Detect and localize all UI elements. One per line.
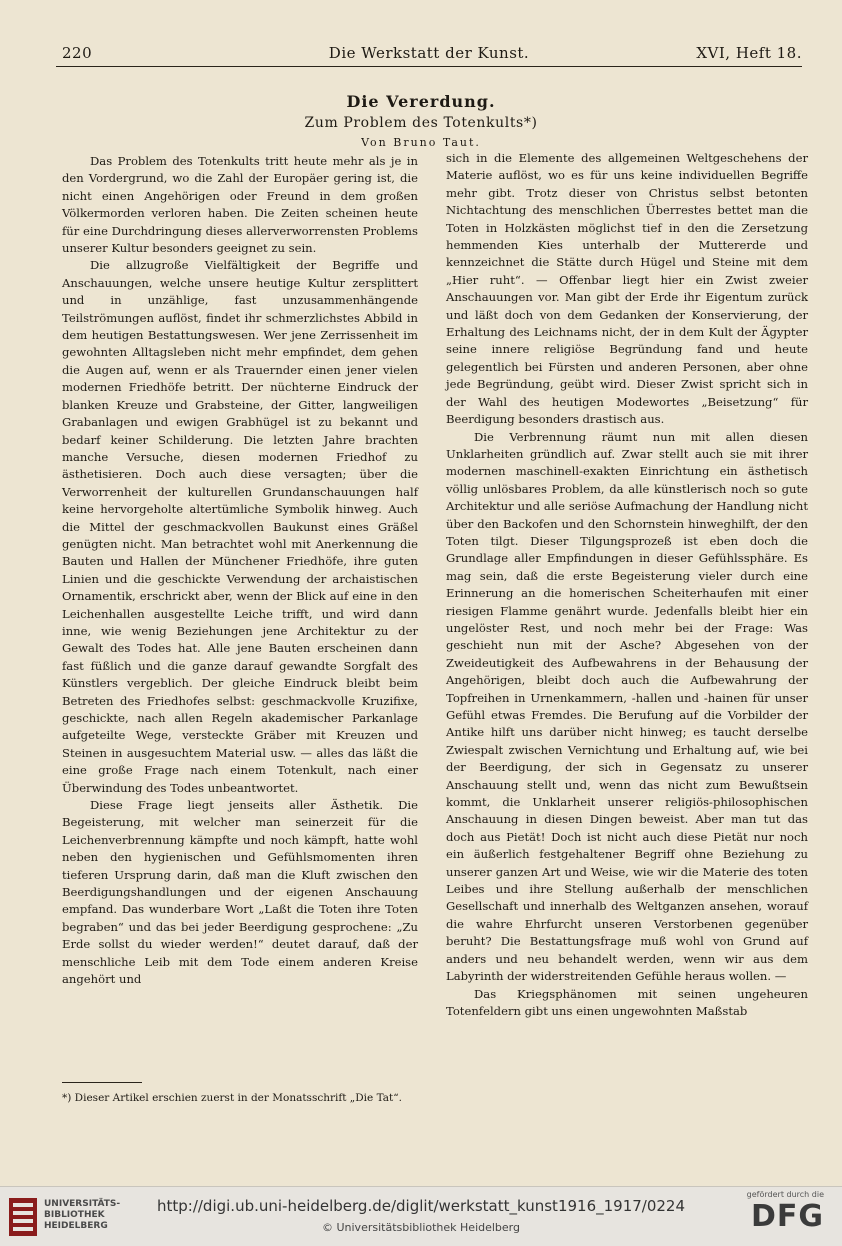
article-title: Die Vererdung. bbox=[346, 92, 496, 111]
paragraph: Das Problem des Totenkults tritt heute mehr als je in den Vordergrund, wo die Zahl der Europäer gering ist, die nicht einen Angehörigen oder Freund in dem großen Völkermorden verloren haben. Die Zeiten scheinen heute für eine Durchdringung dieses allerverworrensten Problems unserer Kultur besonders geeignet zu sein. bbox=[62, 154, 418, 256]
paragraph: sich in die Elemente des allgemeinen Weltgeschehens der Materie auflöst, wo es für uns keine individuellen Begriffe mehr gibt. Trotz dieser von Christus selbst betonten Nichtachtung des menschlichen Überrestes bettet man die Toten in Holzkästen möglichst tief in den die Zersetzung hemmenden Kies unterhalb der Muttererde und kennzeichnet die Stätte durch Hügel und Steine mit dem „Hier ruht“. — Offenbar liegt hier ein Zwist zweier Anschauungen vor. Man gibt der Erde ihr Eigentum zurück und läßt doch von dem Gedanken der Konservierung, der Erhaltung des Leichnams nicht, der in dem Kult der Ägypter seine innere religiöse Begründung fand und heute gelegentlich bei Fürsten und anderen Personen, aber ohne jede Begründung, geübt wird. Dieser Zwist spricht sich in der Wahl des heutigen Modewortes „Beisetzung“ für Beerdigung besonders drastisch aus. bbox=[446, 151, 808, 427]
paragraph: Das Kriegsphänomen mit seinen ungeheuren Totenfeldern gibt uns einen ungewohnten Maßstab bbox=[446, 986, 808, 1018]
permalink[interactable]: http://digi.ub.uni-heidelberg.de/diglit/werkstatt_kunst1916_1917/0224 bbox=[156, 1197, 686, 1215]
issue-number: XVI, Heft 18. bbox=[696, 44, 802, 62]
paragraph: Diese Frage liegt jenseits aller Ästhetik. Die Begeisterung, mit welcher man seinerzeit für die Leichenverbrennung kämpfte und noch kämpft, hatte wohl neben den hygienischen und Gefühlsmomenten ihren tieferen Ursprung darin, daß man die Kluft zwischen den Beerdigungshandlungen und der eigenen Anschauung empfand. Das wunderbare Wort „Laßt die Toten ihre Toten begraben“ und das bei jeder Beerdigung gesprochene: „Zu Erde sollst du wieder werden!“ deutet darauf, daß der menschliche Leib mit dem Tode einem anderen Kreise angehört und bbox=[62, 798, 418, 987]
viewer-footer bbox=[0, 1186, 842, 1246]
funding-label: gefördert durch die bbox=[746, 1190, 824, 1199]
left-column bbox=[62, 153, 418, 989]
footnote: *) Dieser Artikel erschien zuerst in der Monatsschrift „Die Tat“. bbox=[62, 1092, 402, 1104]
article-subtitle: Zum Problem des Totenkults*) bbox=[304, 115, 538, 131]
page-number: 220 bbox=[62, 44, 93, 62]
journal-title: Die Werkstatt der Kunst. bbox=[328, 44, 530, 62]
right-column bbox=[446, 150, 808, 1020]
article-author: Von Bruno Taut. bbox=[361, 136, 481, 149]
dfg-logo[interactable]: DFG bbox=[750, 1199, 824, 1234]
library-name: UNIVERSITÄTS-BIBLIOTHEK HEIDELBERG bbox=[44, 1199, 121, 1231]
paragraph: Die Verbrennung räumt nun mit allen diesen Unklarheiten gründlich auf. Zwar stellt auch sie mit ihrer modernen maschinell-exakten Einrichtung ein ästhetisch völlig unlösbares Problem, da alle künstlerisch noch so gute Architektur und alle seriöse Aufmachung der Handlung nicht über den Backofen und den Schornstein hinweghilft, der den Toten tilgt. Dieser Tilgungsprozeß ist eben doch die Grundlage aller Empfindungen in dieser Gefühlssphäre. Es mag sein, daß die erste Begeisterung vieler durch eine Erinnerung an die homerischen Scheiterhaufen mit einer riesigen Flamme genährt wurde. Jedenfalls bleibt hier ein ungelöster Rest, und noch mehr bei der Frage: Was geschieht nun mit der Asche? Abgesehen von der Zweideutigkeit des Aufbewahrens in der Behausung der Angehörigen, bleibt doch auch die Aufbewahrung der Topfreihen in Urnenkammern, -hallen und -hainen für unser Gefühl etwas Fremdes. Die Berufung auf die Vorbilder der Antike hilft uns darüber nicht hinweg; es taucht derselbe Zwiespalt zwischen Vernichtung und Erhaltung auf, wie bei der Beerdigung, der sich in Gegensatz zu unserer Anschauung stellt und, wenn das nicht zum Bewußtsein kommt, die Unklarheit unserer religiös-philosophischen Anschauung in diesen Dingen beweist. Aber man tut das doch aus Pietät! Doch ist nicht auch diese Pietät nur noch ein äußerlich festgehaltener Begriff ohne Beziehung zu unserer ganzen Art und Weise, wie wir die Materie des toten Leibes und ihre Stellung außerhalb der menschlichen Gesellschaft und innerhalb des Weltganzen ansehen, worauf die wahre Ehrfurcht unseren Verstorbenen gegenüber beruht? Die Bestattungsfrage muß wohl von Grund auf anders und neu behandelt werden, wenn wir aus dem Labyrinth der widerstreitenden Gefühle heraus wollen. — bbox=[446, 429, 808, 984]
footnote-rule bbox=[62, 1082, 142, 1083]
running-head bbox=[56, 44, 802, 66]
header-rule bbox=[56, 66, 802, 67]
copyright-notice: © Universitätsbibliothek Heidelberg bbox=[321, 1221, 520, 1234]
paragraph: Die allzugroße Vielfältigkeit der Begriffe und Anschauungen, welche unsere heutige Kultur zersplittert und in unzählige, fast unzusammenhängende Teilströmungen auflöst, findet ihr schmerzlichstes Abbild in dem heutigen Bestattungswesen. Wer jene Zerrissenheit im gewohnten Alltagsleben nicht mehr empfindet, dem gehen die Augen auf, wenn er als Trauernder einen jener vielen modernen Friedhöfe betritt. Der nüchterne Eindruck der blanken Kreuze und Grabsteine, der Gitter, langweiligen Grabanlagen und ewigen Grabhügel ist zu bekannt und bedarf keiner Schilderung. Die letzten Jahre brachten manche Versuche, diesen modernen Friedhof zu ästhetisieren. Doch auch diese versagten; über die Verworrenheit der kulturellen Grundanschauungen half keine hervorgeholte altertümliche Symbolik hinweg. Auch die Mittel der geschmackvollen Baukunst eines Gräßel genügten nicht. Man betrachtet wohl mit Anerkennung die Bauten und Hallen der Münchener Friedhöfe, ihre guten Linien und die geschickte Verwendung der archaistischen Ornamentik, erschrickt aber, wenn der Blick auf eine in den Leichenhallen ausgestellte Leiche trifft, und wird dann inne, wie wenig Beziehungen jene Architektur zu der Gewalt des Todes hat. Alle jene Bauten erscheinen dann fast füßlich und die ganze darauf gewandte Sorgfalt des Künstlers vergeblich. Der gleiche Eindruck bleibt beim Betreten des Friedhofes selbst: geschmackvolle Kruzifixe, geschickte, nach allen Regeln akademischer Parkanlage aufgeteilte Wege, versteckte Gräber mit Kreuzen und Steinen in ausgesuchtem Material usw. — alles das läßt die eine große Frage nach einem Totenkult, nach einer Überwindung des Todes unbeantwortet. bbox=[62, 258, 418, 795]
